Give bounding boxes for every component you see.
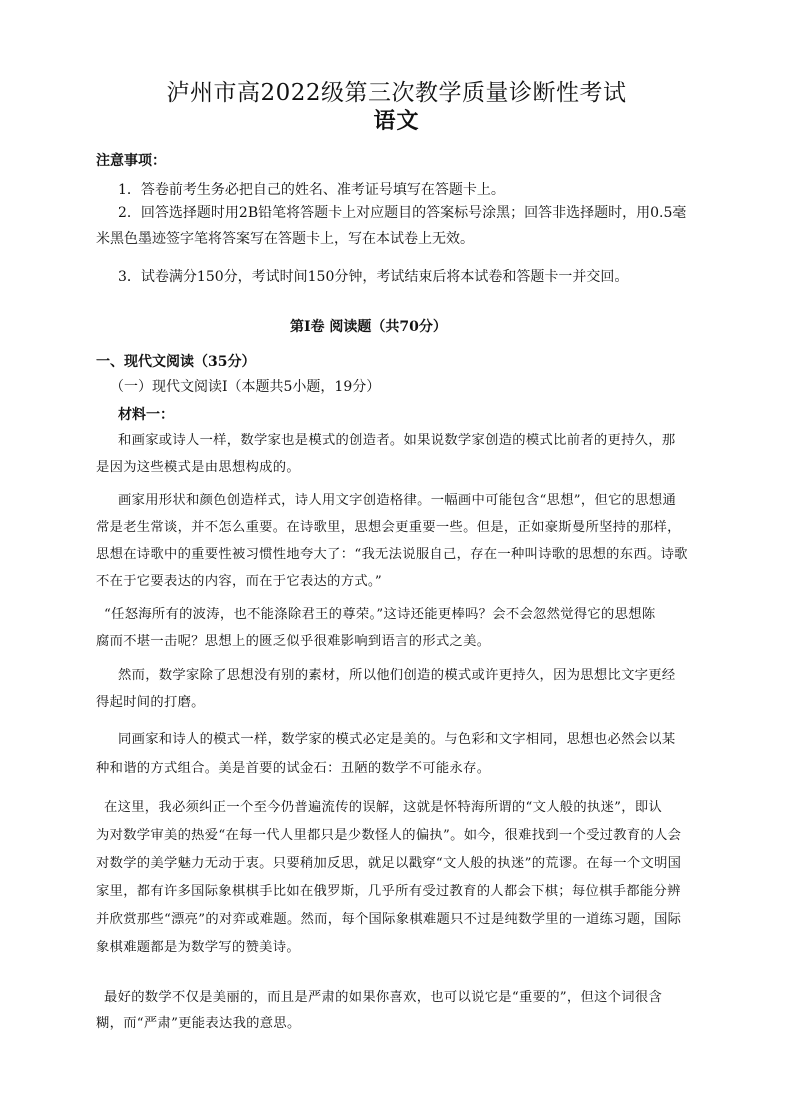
passage-line: 家里，都有许多国际象棋棋手比如在俄罗斯，几乎所有受过教育的人都会下棋；每位棋手都能分辨 [96,884,681,899]
part-one-subheading: （一）现代文阅读I（本题共5小题，19分） [110,379,381,395]
part-one-heading: 一、现代文阅读（35分） [96,354,256,370]
exam-title: 泸州市高2022级第三次教学质量诊断性考试 [166,80,627,106]
passage-line: 同画家和诗人的模式一样，数学家的模式必定是美的。与色彩和文字相同，思想也必然会以某 [118,732,676,747]
passage-line: 腐而不堪一击呢？思想上的匮乏似乎很难影响到语言的形式之美。 [96,634,491,649]
passage-line: 画家用形状和颜色创造样式，诗人用文字创造格律。一幅画中可能包含“思想”，但它的思想通 [118,493,677,508]
passage-line: 常是老生常谈，并不怎么重要。在诗歌里，思想会更重要一些。但是，正如豪斯曼所坚持的那样， [96,520,681,535]
passage-line: 是因为这些模式是由思想构成的。 [96,460,300,475]
passage-line: 然而，数学家除了思想没有别的素材，所以他们创造的模式或许更持久，因为思想比文字更经 [118,668,676,683]
notice-line-2b: 米黑色墨迹签字笔将答案写在答题卡上，写在本试卷上无效。 [96,231,474,247]
exam-subject: 语文 [373,108,420,134]
passage-line: 思想在诗歌中的重要性被习惯性地夸大了：“我无法说服自己，存在一种叫诗歌的思想的东西。诗歌 [96,547,688,562]
passage-line: 种和谐的方式组合。美是首要的试金石：丑陋的数学不可能永存。 [96,761,491,776]
passage-line: 得起时间的打磨。 [96,695,205,710]
passage-line: 不在于它要表达的内容，而在于它表达的方式。” [96,574,382,589]
passage-line: 在这里，我必须纠正一个至今仍普遍流传的误解，这就是怀特海所谓的“文人般的执迷”，即认 [104,800,663,815]
passage-line: 最好的数学不仅是美丽的，而且是严肃的如果你喜欢，也可以说它是“重要的”，但这个词很含 [104,990,663,1005]
passage-line: 对数学的美学魅力无动于衷。只要稍加反思，就足以戳穿“文人般的执迷”的荒谬。在每一个文明国 [96,856,682,871]
notice-heading: 注意事项： [96,153,166,169]
passage-line: 和画家或诗人一样，数学家也是模式的创造者。如果说数学家创造的模式比前者的更持久，那 [118,433,676,448]
notice-line-2a: 2．回答选择题时用2B铅笔将答题卡上对应题目的答案标号涂黑；回答非选择题时，用0.5毫 [118,205,687,221]
notice-line-1: 1．答卷前考生务必把自己的姓名、准考证号填写在答题卡上。 [118,182,505,198]
passage-line: 为对数学审美的热爱“在每一代人里都只是少数怪人的偏执”。如今，很难找到一个受过教育的人会 [96,828,682,843]
passage-line: “任怒海所有的波涛，也不能涤除君王的尊荣。”这诗还能更棒吗？会不会忽然觉得它的思想陈 [104,607,656,622]
passage-line: 并欣赏那些“漂亮”的对弈或难题。然而，每个国际象棋难题只不过是纯数学里的一道练习题，国际 [96,912,682,927]
passage-line: 糊，而“严肃”更能表达我的意思。 [96,1016,301,1031]
notice-line-3: 3．试卷满分150分，考试时间150分钟，考试结束后将本试卷和答题卡一并交回。 [118,269,629,285]
passage-line: 象棋难题都是为数学写的赞美诗。 [96,940,300,955]
material-label: 材料一： [118,407,174,423]
volume-title: 第I卷 阅读题（共70分） [290,319,447,335]
